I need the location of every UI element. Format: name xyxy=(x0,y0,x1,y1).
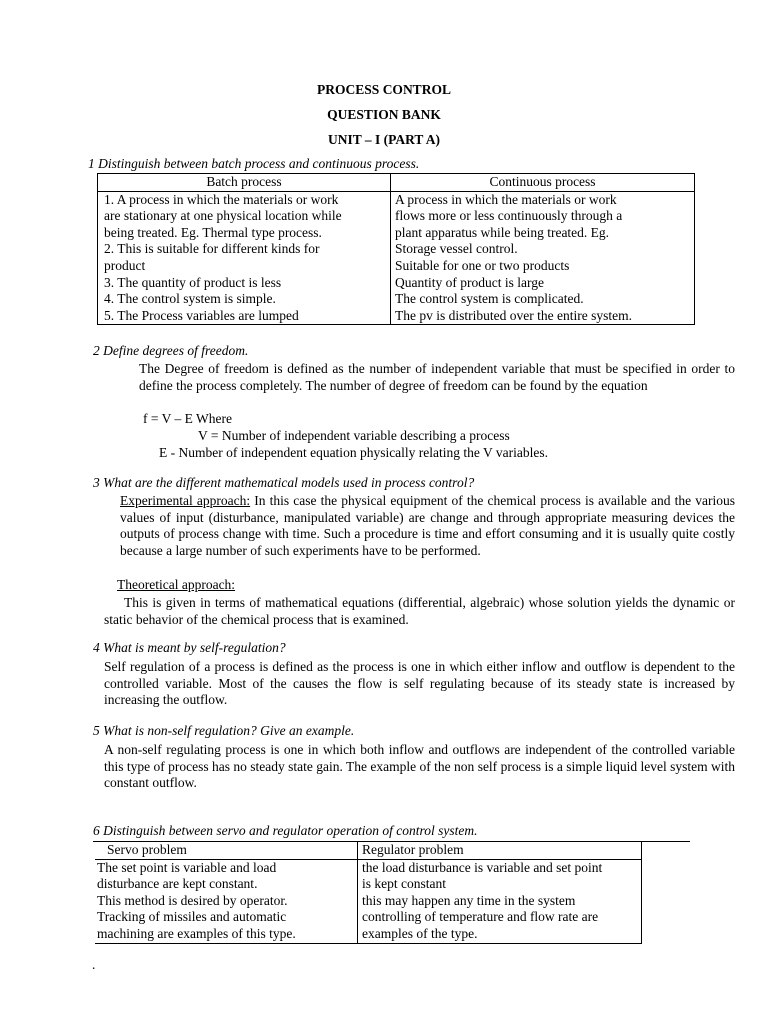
batch-continuous-table xyxy=(97,173,695,325)
batch-cell xyxy=(98,191,391,325)
servo-line: This method is desired by operator. xyxy=(97,892,288,908)
regulator-line: is kept constant xyxy=(362,876,446,892)
q2-equation: f = V – E Where xyxy=(143,411,232,426)
servo-line: machining are examples of this type. xyxy=(97,925,296,941)
continuous-line: Quantity of product is large xyxy=(395,274,544,290)
batch-line: product xyxy=(104,257,146,273)
batch-line: 4. The control system is simple. xyxy=(104,291,276,307)
batch-line: 5. The Process variables are lumped xyxy=(104,307,299,323)
q2-e-definition: E - Number of independent equation physically relating the V variables. xyxy=(159,445,549,460)
continuous-line: A process in which the materials or work xyxy=(395,191,617,207)
unit-heading: UNIT – I (PART A) xyxy=(327,132,441,147)
page-title: PROCESS CONTROL xyxy=(317,82,451,97)
regulator-line: examples of the type. xyxy=(362,925,478,941)
servo-line: disturbance are kept constant. xyxy=(97,876,258,892)
question-1: 1 Distinguish between batch process and continuous process. xyxy=(88,156,420,171)
q3-experimental xyxy=(120,493,735,559)
servo-regulator-table xyxy=(95,842,642,944)
experimental-body: In this case the physical equipment of the chemical process is available and the various values of input (disturbance, manipulated variable) are change and through appropriate measuring devices the outputs of process change with time. Such a procedure is time and effort consuming and it is usually quite costly because a large number of such experiments have to be performed. xyxy=(120,493,735,558)
continuous-line: The pv is distributed over the entire system. xyxy=(395,307,632,323)
continuous-line: flows more or less continuously through a xyxy=(395,208,623,224)
theoretical-label: Theoretical approach: xyxy=(117,577,236,592)
page-subtitle: QUESTION BANK xyxy=(327,107,441,122)
table-header-batch: Batch process xyxy=(98,174,391,192)
q4-answer: Self regulation of a process is defined as the process is one in which either inflow and outflow is dependent to the controlled variable. Most of the causes the flow is self regulating because of its steady state is increased by increasing the outflow. xyxy=(104,659,735,708)
q2-answer: The Degree of freedom is defined as the number of independent variable that must be specified in order to define the process completely. The number of degree of freedom can be found by the equation xyxy=(139,361,735,393)
experimental-label: Experimental approach: xyxy=(120,493,251,508)
batch-line: being treated. Eg. Thermal type process. xyxy=(104,224,322,240)
servo-line: Tracking of missiles and automatic xyxy=(97,909,287,925)
question-4: 4 What is meant by self-regulation? xyxy=(93,640,286,655)
regulator-cell xyxy=(358,859,642,943)
batch-line: 3. The quantity of product is less xyxy=(104,274,282,290)
question-6: 6 Distinguish between servo and regulator operation of control system. xyxy=(93,823,478,838)
batch-line: are stationary at one physical location while xyxy=(104,208,342,224)
servo-line: The set point is variable and load xyxy=(97,859,277,875)
regulator-line: controlling of temperature and flow rate are xyxy=(362,909,599,925)
table-header-servo: Servo problem xyxy=(95,842,358,859)
question-5: 5 What is non-self regulation? Give an example. xyxy=(93,723,355,738)
regulator-line: this may happen any time in the system xyxy=(362,892,576,908)
continuous-line: Suitable for one or two products xyxy=(395,257,570,273)
q2-v-definition: V = Number of independent variable describing a process xyxy=(198,428,510,443)
regulator-line: the load disturbance is variable and set point xyxy=(362,859,603,875)
batch-line: 2. This is suitable for different kinds for xyxy=(104,241,320,257)
servo-cell xyxy=(95,859,358,943)
table-header-continuous: Continuous process xyxy=(391,174,695,192)
continuous-line: Storage vessel control. xyxy=(395,241,518,257)
footer-dot: . xyxy=(92,957,96,972)
table-header-regulator: Regulator problem xyxy=(358,842,642,859)
q5-answer: A non-self regulating process is one in which both inflow and outflows are independent of the controlled variable this type of process has no steady state gain. The example of the non self process is a simple liquid level system with constant outflow. xyxy=(104,742,735,791)
batch-line: 1. A process in which the materials or work xyxy=(104,191,339,207)
continuous-line: plant apparatus while being treated. Eg. xyxy=(395,224,610,240)
theoretical-body: This is given in terms of mathematical equations (differential, algebraic) whose solution yields the dynamic or static behavior of the chemical process that is examined. xyxy=(104,595,735,627)
continuous-cell xyxy=(391,191,695,325)
question-2: 2 Define degrees of freedom. xyxy=(93,343,249,358)
continuous-line: The control system is complicated. xyxy=(395,291,584,307)
question-3: 3 What are the different mathematical models used in process control? xyxy=(93,475,475,490)
